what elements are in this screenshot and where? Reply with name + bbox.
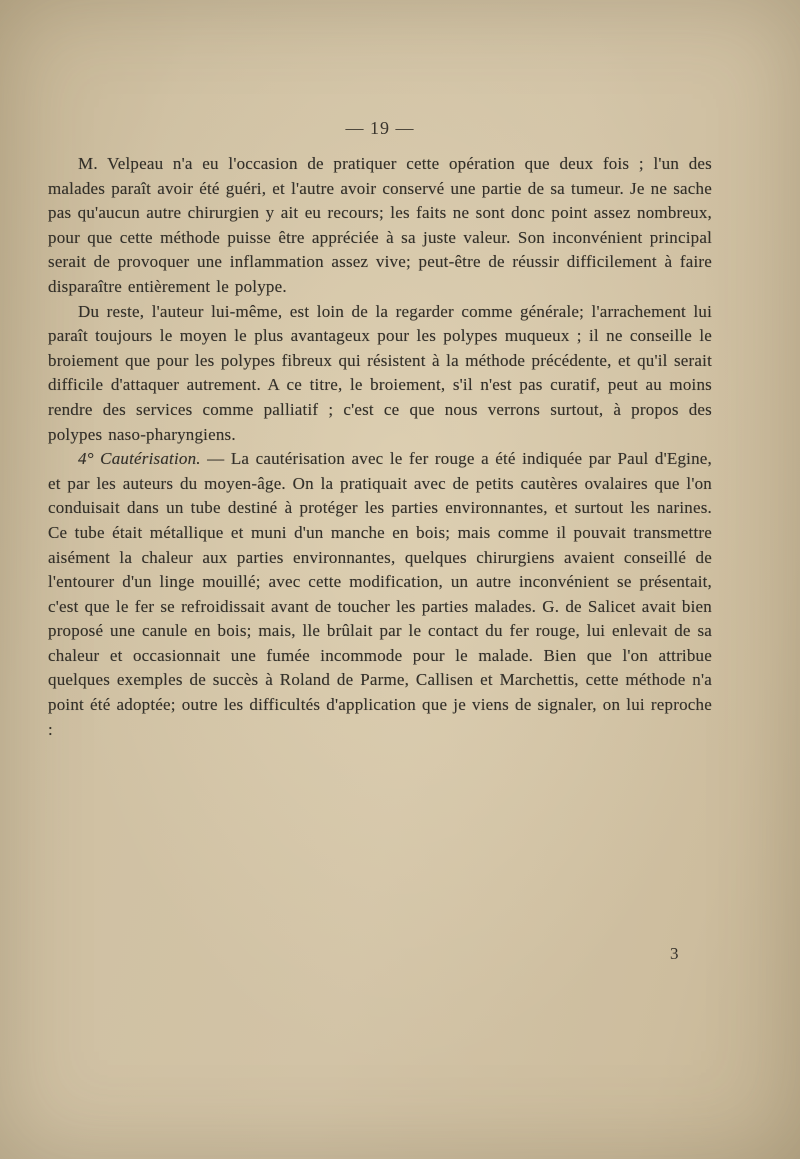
paragraph-du-reste: Du reste, l'auteur lui-même, est loin de la regarder comme générale; l'arrachement lui paraît toujours le moyen le plus avantageux pour les polypes muqueux ; il ne conseille le broiement que pour les polypes fibreux qui résistent à la méthode précédente, et qu'il serait difficile d'attaquer autrement. A ce titre, le broiement, s'il n'est pas curatif, peut au moins rendre des services comme palliatif ; c'est ce que nous verrons surtout, à propos des polypes naso-pharyngiens. (48, 301, 712, 444)
paragraph-cauterisation (48, 447, 712, 742)
section-title: Cautérisation. (100, 449, 201, 469)
page-number-header: — 19 — (345, 118, 415, 138)
paragraph-velpeau: M. Velpeau n'a eu l'occasion de pratiquer cette opération que deux fois ; l'un des malades paraît avoir été guéri, et l'autre avoir conservé une partie de sa tumeur. Je ne sache pas qu'aucun autre chirurgien y ait eu recours; les faits ne sont donc point assez nombreux, pour que cette méthode puisse être appréciée à sa juste valeur. Son inconvénient principal serait de provoquer une inflammation assez vive; peut-être de réussir difficilement à faire disparaître entièrement le polype. (48, 154, 712, 296)
section-number: 4° (78, 449, 94, 469)
section-text: — La cautérisation avec le fer rouge a été indiquée par Paul d'Egine, et par les auteurs du moyen-âge. On la pratiquait avec de petits cautères ovalaires que l'on conduisait dans un tube destiné à protéger les parties environnantes, et surtout les narines. Ce tube était métallique et muni d'un manche en bois; mais comme il pouvait transmettre aisément la chaleur aux parties environnantes, quelques chirurgiens avaient conseillé de l'entourer d'un linge mouillé; avec cette modification, un autre inconvénient se présentait, c'est que le fer se refroidissait avant de toucher les parties malades. G. de Salicet avait bien proposé une canule en bois; mais, lle brûlait par le contact du fer rouge, lui enlevait de sa chaleur et occasionnait une fumée incommode pour le malade. Bien que l'on attribue quelques exemples de succès à Roland de Parme, Callisen et Marchettis, cette méthode n'a point été adoptée; outre les difficultés d'application que je viens de signaler, on lui reproche : (48, 449, 712, 739)
signature-mark: 3 (670, 944, 679, 963)
